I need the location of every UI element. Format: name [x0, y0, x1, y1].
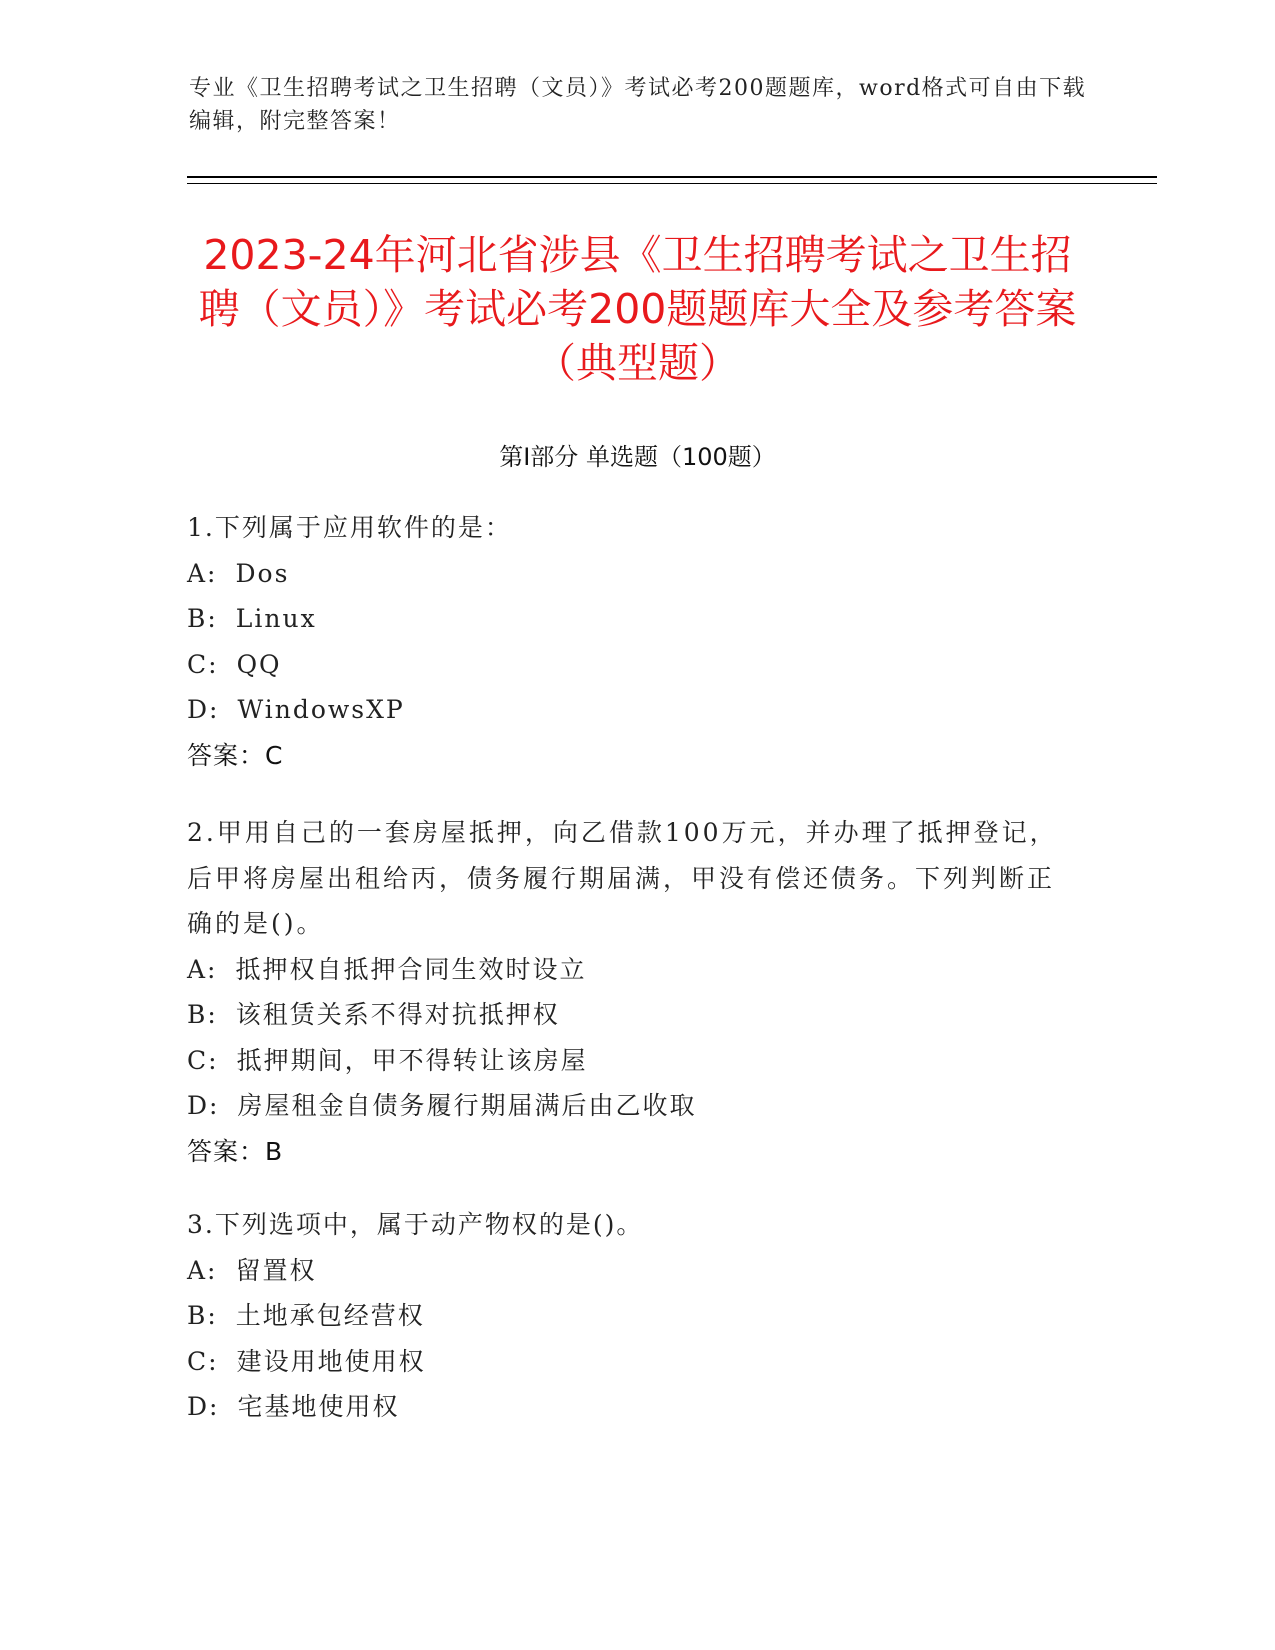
option-a	[187, 947, 1077, 993]
option-c	[187, 1038, 1077, 1084]
option-a	[187, 1248, 1077, 1294]
option-key: C:	[187, 1346, 219, 1376]
option-text: QQ	[236, 649, 282, 679]
question-stem: 1.下列属于应用软件的是：	[187, 513, 512, 542]
option-d	[187, 687, 1077, 733]
option-b	[187, 992, 1077, 1038]
option-key: B:	[187, 604, 218, 633]
option-text: Dos	[235, 558, 290, 588]
option-text: 土地承包经营权	[235, 1301, 425, 1330]
option-text: 留置权	[235, 1255, 317, 1285]
question-2	[187, 810, 1077, 1174]
section-heading: 第Ⅰ部分 单选题（100题）	[499, 443, 776, 471]
option-key: D:	[187, 1091, 220, 1120]
option-c	[187, 1339, 1077, 1385]
option-key: A:	[187, 1255, 218, 1285]
option-text: 宅基地使用权	[237, 1392, 400, 1421]
answer-line: 答案：C	[187, 740, 284, 770]
header-note: 专业《卫生招聘考试之卫生招聘（文员）》考试必考200题题库，word格式可自由下载编辑，附完整答案！	[189, 76, 1087, 134]
option-key: B:	[187, 1301, 218, 1330]
option-text: 该租赁关系不得对抗抵押权	[235, 1000, 560, 1029]
option-key: A:	[187, 954, 218, 984]
option-key: B:	[187, 1000, 218, 1029]
header-divider-thick	[187, 176, 1157, 178]
question-stem: 3.下列选项中，属于动产物权的是()。	[187, 1210, 644, 1239]
question-1	[187, 505, 1077, 778]
question-3	[187, 1202, 1077, 1430]
option-c	[187, 642, 1077, 688]
header-divider-thin	[187, 183, 1157, 184]
question-stem: 2.甲用自己的一套房屋抵押，向乙借款100万元，并办理了抵押登记，后甲将房屋出租给丙，债务履行期届满，甲没有偿还债务。下列判断正确的是()。	[187, 818, 1058, 938]
option-text: 抵押权自抵押合同生效时设立	[235, 954, 587, 984]
option-text: 抵押期间，甲不得转让该房屋	[236, 1045, 588, 1075]
option-d	[187, 1384, 1077, 1430]
option-key: D:	[187, 1392, 220, 1421]
option-text: 建设用地使用权	[236, 1346, 426, 1376]
option-text: Linux	[235, 604, 317, 633]
answer-line: 答案：B	[187, 1136, 284, 1166]
option-b	[187, 596, 1077, 642]
option-text: WindowsXP	[237, 695, 405, 724]
option-d	[187, 1083, 1077, 1129]
option-a	[187, 551, 1077, 597]
option-b	[187, 1293, 1077, 1339]
document-title: 2023-24年河北省涉县《卫生招聘考试之卫生招聘（文员）》考试必考200题题库大全及参考答案（典型题）	[198, 231, 1077, 387]
option-text: 房屋租金自债务履行期届满后由乙收取	[237, 1091, 697, 1120]
option-key: C:	[187, 649, 219, 679]
option-key: C:	[187, 1045, 219, 1075]
option-key: A:	[187, 558, 218, 588]
option-key: D:	[187, 695, 220, 724]
